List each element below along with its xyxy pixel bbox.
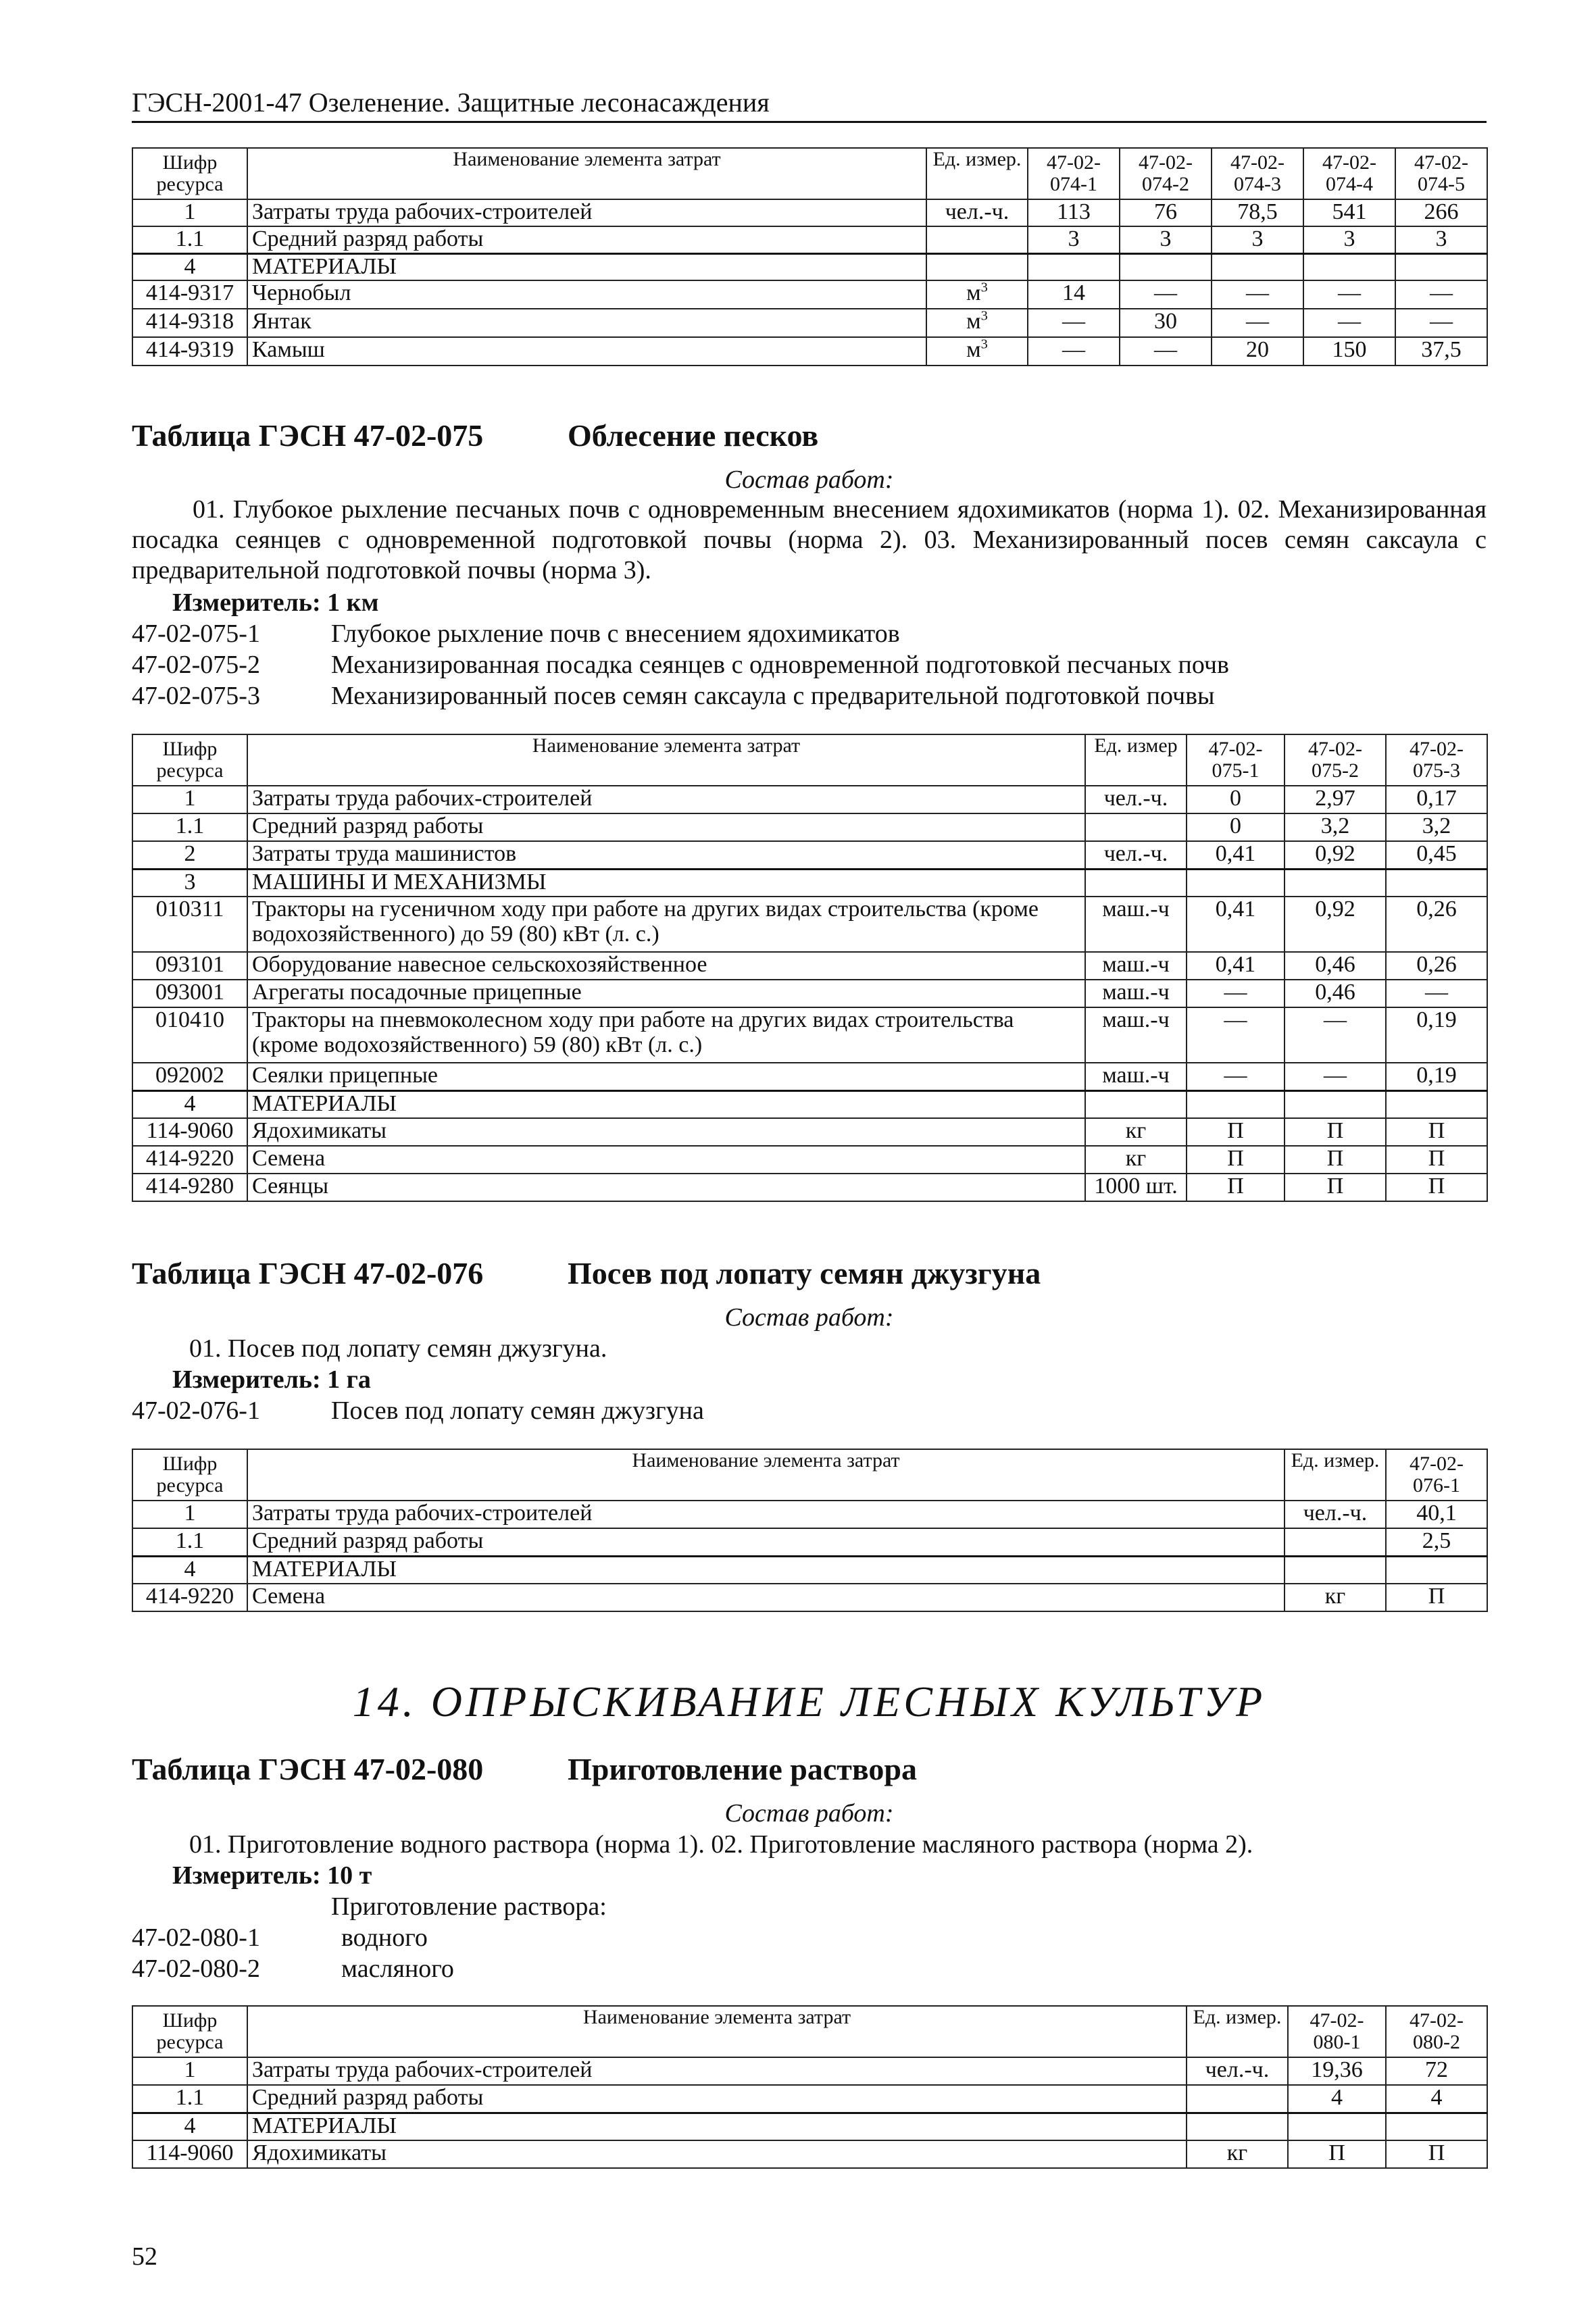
- norm-value: —: [1120, 337, 1212, 366]
- norm-value: 3: [1120, 226, 1212, 253]
- norm-value: —: [1028, 337, 1120, 366]
- norm-code: 47-02-075-2: [132, 651, 260, 679]
- work-composition-text: 01. Глубокое рыхление песчаных почв с одновременным внесением ядохимикатов (норма 1). 02. Механизированная посадка сеянцев с одновременной подготовкой почвы (норма 2). 03. Механизированный посев семян саксаула с предварительной подготовкой почвы (норма 3).: [132, 495, 1487, 584]
- work-composition-label: Состав работ:: [724, 1303, 894, 1332]
- norm-value: 113: [1028, 199, 1120, 226]
- table-row: [132, 1501, 1487, 1528]
- col-norm-header: 47-02- 074-5: [1395, 148, 1487, 199]
- cost-element-name: Средний разряд работы: [247, 2085, 1187, 2113]
- cost-element-name: Сеялки прицепные: [247, 1063, 1085, 1090]
- col-code-header: Шифр ресурса: [132, 148, 247, 199]
- table-title-080: Таблица ГЭСН 47-02-080: [132, 1752, 484, 1786]
- col-norm-header: 47-02- 074-3: [1212, 148, 1303, 199]
- norm-code: 47-02-076-1: [132, 1397, 260, 1425]
- norm-value: П: [1386, 1118, 1487, 1146]
- measure-unit: Измеритель: 10 т: [172, 1861, 372, 1890]
- table-row: [132, 897, 1487, 952]
- norm-value: 40,1: [1386, 1501, 1487, 1528]
- norm-value: —: [1395, 309, 1487, 337]
- cost-element-name: Семена: [247, 1146, 1085, 1174]
- norm-value: 0,17: [1386, 786, 1487, 813]
- col-norm-header: 47-02- 076-1: [1386, 1449, 1487, 1501]
- norm-value: 3: [1028, 226, 1120, 253]
- cost-element-name: Тракторы на гусеничном ходу при работе на других видах строительства (кроме водохозяйственного) до 59 (80) кВт (л. с.): [247, 897, 1085, 952]
- table-47-02-074: [132, 147, 1488, 366]
- norm-value: 150: [1303, 337, 1395, 366]
- norm-value: 0,46: [1285, 980, 1386, 1007]
- norm-value: —: [1120, 280, 1212, 309]
- table-section-row: [132, 1090, 1487, 1118]
- norm-name: Посев под лопату семян джузгуна: [331, 1397, 704, 1425]
- norm-value: —: [1212, 309, 1303, 337]
- norm-value: 3,2: [1386, 813, 1487, 841]
- norm-value: 3,2: [1285, 813, 1386, 841]
- norm-value: 0: [1187, 813, 1285, 841]
- table-name-075: Облесение песков: [568, 418, 819, 453]
- norm-value: 0,26: [1386, 897, 1487, 952]
- cost-element-name: Средний разряд работы: [247, 1528, 1285, 1556]
- table-row: [132, 2057, 1487, 2085]
- section-title: МАТЕРИАЛЫ: [247, 253, 926, 280]
- unit: маш.-ч: [1085, 952, 1187, 980]
- cost-element-name: Янтак: [247, 309, 926, 337]
- unit: кг: [1285, 1584, 1386, 1611]
- norm-value: 0,26: [1386, 952, 1487, 980]
- col-unit-header: Ед. измер.: [1285, 1449, 1386, 1501]
- unit: [1085, 813, 1187, 841]
- cost-element-name: Тракторы на пневмоколесном ходу при работе на других видах строительства (кроме водохозяйственного) 59 (80) кВт (л. с.): [247, 1007, 1085, 1063]
- col-norm-header: 47-02- 074-4: [1303, 148, 1395, 199]
- running-header: ГЭСН-2001-47 Озеленение. Защитные лесонасаждения: [132, 86, 1487, 123]
- table-row: [132, 280, 1487, 309]
- cost-element-name: Чернобыл: [247, 280, 926, 309]
- unit: [1187, 2085, 1288, 2113]
- table-row: [132, 980, 1487, 1007]
- table-row: [132, 813, 1487, 841]
- norm-value: —: [1187, 1007, 1285, 1063]
- norm-value: 541: [1303, 199, 1395, 226]
- col-name-header: Наименование элемента затрат: [247, 148, 926, 199]
- unit: маш.-ч: [1085, 980, 1187, 1007]
- norm-value: П: [1187, 1146, 1285, 1174]
- table-row: [132, 786, 1487, 813]
- norm-value: П: [1386, 1584, 1487, 1611]
- norm-value: 3: [1212, 226, 1303, 253]
- norm-value: 72: [1386, 2057, 1487, 2085]
- norm-value: П: [1386, 1174, 1487, 1201]
- resource-code: 414-9318: [132, 309, 247, 337]
- col-norm-header: 47-02- 075-3: [1386, 734, 1487, 786]
- norm-value: 78,5: [1212, 199, 1303, 226]
- norm-value: —: [1303, 309, 1395, 337]
- norm-value: 14: [1028, 280, 1120, 309]
- unit: чел.-ч.: [1285, 1501, 1386, 1528]
- resource-code: 092002: [132, 1063, 247, 1090]
- unit: кг: [1085, 1118, 1187, 1146]
- norm-name: масляного: [341, 1955, 454, 1983]
- norm-value: 30: [1120, 309, 1212, 337]
- unit: маш.-ч: [1085, 1063, 1187, 1090]
- resource-code: 010311: [132, 897, 247, 952]
- cost-element-name: Затраты труда рабочих-строителей: [247, 199, 926, 226]
- resource-code: 093001: [132, 980, 247, 1007]
- col-norm-header: 47-02- 075-2: [1285, 734, 1386, 786]
- table-section-row: [132, 253, 1487, 280]
- unit: чел.-ч.: [926, 199, 1028, 226]
- unit: чел.-ч.: [1085, 786, 1187, 813]
- table-title-075: Таблица ГЭСН 47-02-075: [132, 418, 484, 453]
- norm-value: 0,41: [1187, 841, 1285, 869]
- norm-value: 20: [1212, 337, 1303, 366]
- cost-element-name: Оборудование навесное сельскохозяйственное: [247, 952, 1085, 980]
- unit: $м^3$: [926, 280, 1028, 309]
- resource-code: 414-9317: [132, 280, 247, 309]
- norm-value: 3: [1303, 226, 1395, 253]
- norm-value: П: [1386, 1146, 1487, 1174]
- norm-value: 2,5: [1386, 1528, 1487, 1556]
- col-code-header: Шифр ресурса: [132, 734, 247, 786]
- norm-value: П: [1285, 1174, 1386, 1201]
- measure-unit: Измеритель: 1 км: [172, 588, 379, 617]
- cost-element-name: Средний разряд работы: [247, 813, 1085, 841]
- cost-element-name: Сеянцы: [247, 1174, 1085, 1201]
- table-row: [132, 1528, 1487, 1556]
- unit: чел.-ч.: [1085, 841, 1187, 869]
- table-row: [132, 1174, 1487, 1201]
- unit: кг: [1085, 1146, 1187, 1174]
- col-norm-header: 47-02- 074-1: [1028, 148, 1120, 199]
- resource-code: 1.1: [132, 2085, 247, 2113]
- work-composition-label: Состав работ:: [724, 1799, 894, 1828]
- norm-value: П: [1285, 1118, 1386, 1146]
- unit: маш.-ч: [1085, 897, 1187, 952]
- norm-code: 47-02-080-2: [132, 1955, 260, 1983]
- resource-code: 4: [132, 1090, 247, 1118]
- norm-name: водного: [341, 1923, 428, 1952]
- norm-value: П: [1285, 1146, 1386, 1174]
- norm-value: П: [1187, 1118, 1285, 1146]
- resource-code: 1.1: [132, 226, 247, 253]
- norm-value: П: [1386, 2140, 1487, 2168]
- col-unit-header: Ед. измер.: [1187, 2006, 1288, 2057]
- resource-code: 414-9220: [132, 1584, 247, 1611]
- unit: кг: [1187, 2140, 1288, 2168]
- cost-element-name: Камыш: [247, 337, 926, 366]
- cost-element-name: Ядохимикаты: [247, 2140, 1187, 2168]
- page-number: 52: [132, 2242, 157, 2271]
- resource-code: 1.1: [132, 813, 247, 841]
- norm-value: —: [1187, 980, 1285, 1007]
- norm-value: 4: [1386, 2085, 1487, 2113]
- section-title: МАТЕРИАЛЫ: [247, 2113, 1187, 2140]
- resource-code: 1: [132, 199, 247, 226]
- table-47-02-080: [132, 2005, 1488, 2169]
- norm-value: 37,5: [1395, 337, 1487, 366]
- unit: [1285, 1528, 1386, 1556]
- table-name-076: Посев под лопату семян джузгуна: [568, 1256, 1041, 1290]
- cost-element-name: Затраты труда рабочих-строителей: [247, 2057, 1187, 2085]
- norm-value: 76: [1120, 199, 1212, 226]
- resource-code: 4: [132, 253, 247, 280]
- table-row: [132, 952, 1487, 980]
- norm-value: —: [1386, 980, 1487, 1007]
- col-code-header: Шифр ресурса: [132, 1449, 247, 1501]
- col-unit-header: Ед. измер.: [926, 148, 1028, 199]
- norm-name: Механизированный посев семян саксаула с предварительной подготовкой почвы: [331, 682, 1215, 710]
- unit: чел.-ч.: [1187, 2057, 1288, 2085]
- section-title: МАТЕРИАЛЫ: [247, 1556, 1285, 1584]
- resource-code: 414-9280: [132, 1174, 247, 1201]
- norm-name: Глубокое рыхление почв с внесением ядохимикатов: [331, 620, 900, 648]
- resource-code: 1: [132, 2057, 247, 2085]
- cost-element-name: Агрегаты посадочные прицепные: [247, 980, 1085, 1007]
- section-title: МАТЕРИАЛЫ: [247, 1090, 1085, 1118]
- table-row: [132, 2085, 1487, 2113]
- resource-code: 414-9319: [132, 337, 247, 366]
- norm-value: —: [1028, 309, 1120, 337]
- unit: $м^3$: [926, 337, 1028, 366]
- norm-value: 0,41: [1187, 952, 1285, 980]
- unit: $м^3$: [926, 309, 1028, 337]
- unit: маш.-ч: [1085, 1007, 1187, 1063]
- table-section-row: [132, 2113, 1487, 2140]
- work-composition-label: Состав работ:: [724, 466, 894, 494]
- norm-value: 0: [1187, 786, 1285, 813]
- chapter-title: 14. ОПРЫСКИВАНИЕ ЛЕСНЫХ КУЛЬТУР: [352, 1678, 1266, 1726]
- norm-value: П: [1187, 1174, 1285, 1201]
- resource-code: 2: [132, 841, 247, 869]
- norm-value: —: [1303, 280, 1395, 309]
- measure-unit: Измеритель: 1 га: [172, 1365, 371, 1394]
- col-norm-header: 47-02- 075-1: [1187, 734, 1285, 786]
- norm-code: 47-02-075-3: [132, 682, 260, 710]
- table-section-row: [132, 869, 1487, 897]
- col-unit-header: Ед. измер: [1085, 734, 1187, 786]
- table-row: [132, 1146, 1487, 1174]
- norm-value: 4: [1288, 2085, 1386, 2113]
- norm-value: —: [1187, 1063, 1285, 1090]
- col-name-header: Наименование элемента затрат: [247, 1449, 1285, 1501]
- cost-element-name: Затраты труда рабочих-строителей: [247, 1501, 1285, 1528]
- table-row: [132, 309, 1487, 337]
- norm-value: 0,45: [1386, 841, 1487, 869]
- norm-value: —: [1285, 1063, 1386, 1090]
- table-section-row: [132, 1556, 1487, 1584]
- resource-code: 414-9220: [132, 1146, 247, 1174]
- resource-code: 1: [132, 1501, 247, 1528]
- norm-code: 47-02-080-1: [132, 1923, 260, 1952]
- table-row: [132, 337, 1487, 366]
- resource-code: 114-9060: [132, 1118, 247, 1146]
- resource-code: 3: [132, 869, 247, 897]
- norm-value: 3: [1395, 226, 1487, 253]
- resource-code: 114-9060: [132, 2140, 247, 2168]
- table-title-076: Таблица ГЭСН 47-02-076: [132, 1256, 484, 1290]
- col-norm-header: 47-02- 074-2: [1120, 148, 1212, 199]
- norm-value: 19,36: [1288, 2057, 1386, 2085]
- norm-value: —: [1285, 1007, 1386, 1063]
- work-composition-text: 01. Приготовление водного раствора (норма 1). 02. Приготовление масляного раствора (норма 2).: [189, 1830, 1253, 1859]
- table-47-02-075: [132, 734, 1488, 1202]
- resource-code: 010410: [132, 1007, 247, 1063]
- resource-code: 4: [132, 1556, 247, 1584]
- table-row: [132, 1584, 1487, 1611]
- norm-value: 0,46: [1285, 952, 1386, 980]
- norm-value: 0,19: [1386, 1063, 1487, 1090]
- table-row: [132, 1063, 1487, 1090]
- table-name-080: Приготовление раствора: [568, 1752, 917, 1786]
- table-row: [132, 1007, 1487, 1063]
- table-47-02-076: [132, 1449, 1488, 1612]
- section-title: МАШИНЫ И МЕХАНИЗМЫ: [247, 869, 1085, 897]
- table-row: [132, 2140, 1487, 2168]
- cost-element-name: Семена: [247, 1584, 1285, 1611]
- resource-code: 4: [132, 2113, 247, 2140]
- norm-value: П: [1288, 2140, 1386, 2168]
- norm-name: Механизированная посадка сеянцев с одновременной подготовкой песчаных почв: [331, 651, 1229, 679]
- cost-element-name: Средний разряд работы: [247, 226, 926, 253]
- norm-value: —: [1395, 280, 1487, 309]
- unit: 1000 шт.: [1085, 1174, 1187, 1201]
- table-row: [132, 1118, 1487, 1146]
- resource-code: 093101: [132, 952, 247, 980]
- resource-code: 1: [132, 786, 247, 813]
- col-name-header: Наименование элемента затрат: [247, 2006, 1187, 2057]
- norm-value: 0,92: [1285, 841, 1386, 869]
- cost-element-name: Затраты труда рабочих-строителей: [247, 786, 1085, 813]
- table-row: [132, 199, 1487, 226]
- table-row: [132, 841, 1487, 869]
- norm-value: 0,92: [1285, 897, 1386, 952]
- col-norm-header: 47-02- 080-2: [1386, 2006, 1487, 2057]
- cost-element-name: Ядохимикаты: [247, 1118, 1085, 1146]
- norm-value: 0,19: [1386, 1007, 1487, 1063]
- norm-value: 2,97: [1285, 786, 1386, 813]
- norm-value: 0,41: [1187, 897, 1285, 952]
- resource-code: 1.1: [132, 1528, 247, 1556]
- work-composition-text: 01. Посев под лопату семян джузгуна.: [189, 1334, 607, 1363]
- col-name-header: Наименование элемента затрат: [247, 734, 1085, 786]
- norm-group-title: Приготовление раствора:: [331, 1892, 607, 1921]
- col-code-header: Шифр ресурса: [132, 2006, 247, 2057]
- table-row: [132, 226, 1487, 253]
- col-norm-header: 47-02- 080-1: [1288, 2006, 1386, 2057]
- norm-value: —: [1212, 280, 1303, 309]
- norm-code: 47-02-075-1: [132, 620, 260, 648]
- cost-element-name: Затраты труда машинистов: [247, 841, 1085, 869]
- norm-value: 266: [1395, 199, 1487, 226]
- unit: [926, 226, 1028, 253]
